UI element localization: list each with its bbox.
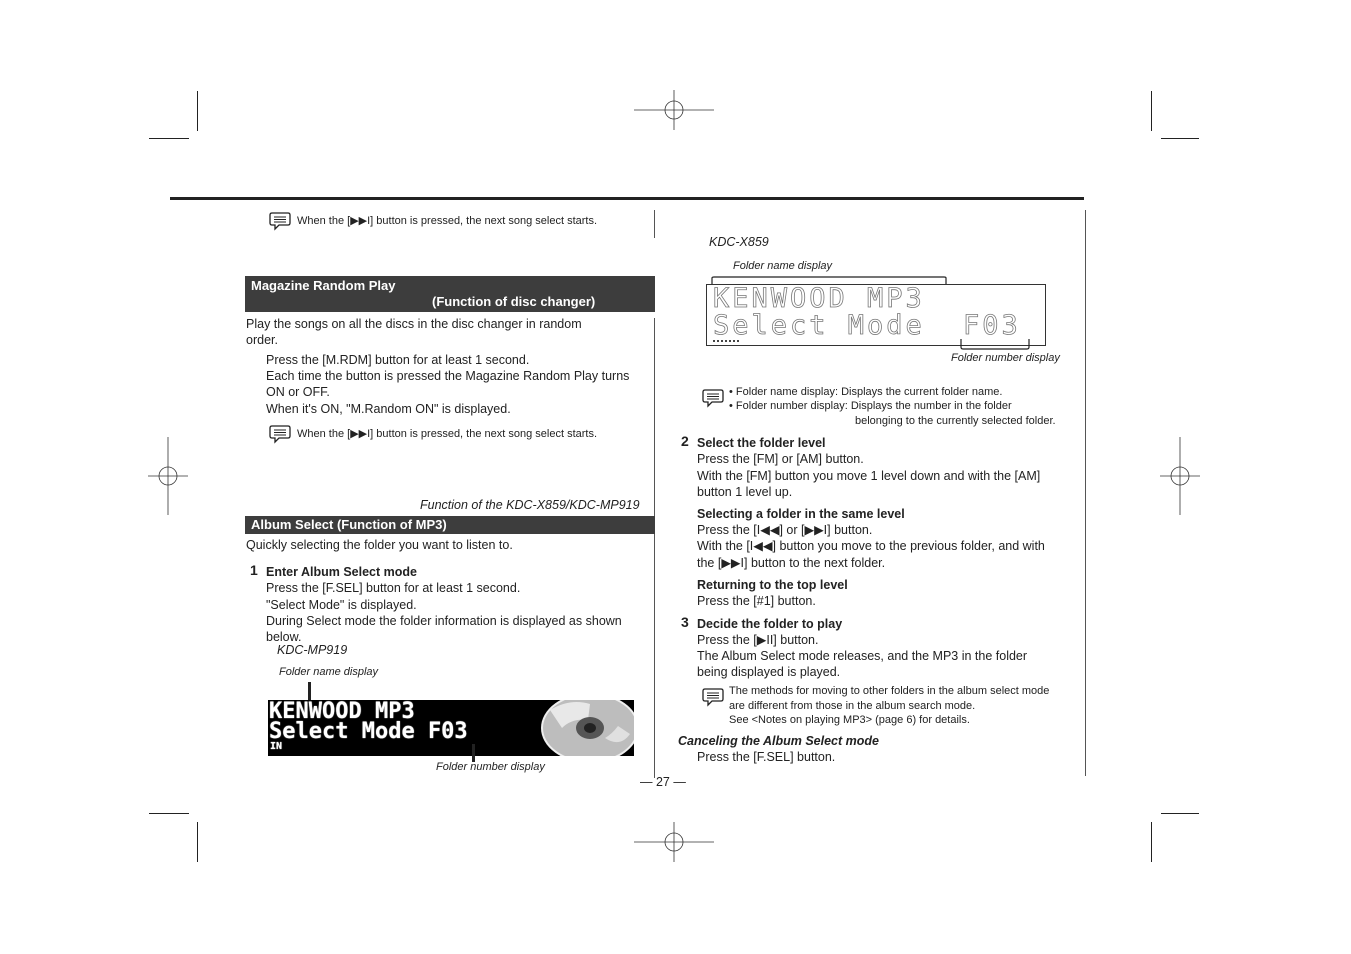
- magazine-note-text: When the [▶▶I] button is pressed, the next song select starts.: [297, 428, 598, 440]
- model-kdc-x859: KDC-X859: [709, 235, 769, 249]
- lcd-in-indicator: IN: [270, 741, 283, 752]
- step-3-line-2: The Album Select mode releases, and the MP3 in the folder: [697, 649, 1028, 663]
- step-2-title: Select the folder level: [697, 436, 826, 450]
- step-1-line-2: "Select Mode" is displayed.: [266, 598, 417, 612]
- top-note-text: When the [▶▶I] button is pressed, the next song select starts.: [297, 215, 598, 227]
- page-number: — 27 —: [640, 775, 686, 789]
- step-1-line-1: Press the [F.SEL] button for at least 1 second.: [266, 581, 521, 595]
- note-icon: [702, 388, 724, 408]
- disc-graphic: [510, 700, 634, 756]
- step-2-line-3: button 1 level up.: [697, 485, 793, 499]
- display-note-line-1: • Folder name display: Displays the current folder name.: [729, 386, 1003, 398]
- cancel-title: Canceling the Album Select mode: [678, 734, 879, 748]
- magazine-step-4: When it's ON, "M.Random ON" is displayed.: [266, 402, 511, 416]
- step-2-line-1: Press the [FM] or [AM] button.: [697, 452, 864, 466]
- registration-mark-left: [148, 437, 188, 515]
- step-2-line-2: With the [FM] button you move 1 level down and with the [AM]: [697, 469, 1041, 483]
- album-intro: Quickly selecting the folder you want to listen to.: [246, 538, 513, 552]
- x859-lcd-folder-number: F03: [963, 310, 1021, 341]
- same-level-line-3: the [▶▶I] button to the next folder.: [697, 556, 886, 570]
- top-level-line-1: Press the [#1] button.: [697, 594, 816, 608]
- step-1-line-3: During Select mode the folder information is displayed as shown: [266, 614, 622, 628]
- album-function-of: Function of the KDC-X859/KDC-MP919: [420, 498, 640, 512]
- same-level-line-1: Press the [I◀◀] or [▶▶I] button.: [697, 523, 873, 537]
- folder-number-display-label: Folder number display: [436, 761, 545, 773]
- magazine-intro-1: Play the songs on all the discs in the disc changer in random: [246, 317, 582, 331]
- lcd-line-1: KENWOOD MP3: [269, 700, 415, 724]
- display-note-line-2: • Folder number display: Displays the number in the folder: [729, 400, 1012, 412]
- lcd-display-mp919: [268, 700, 634, 756]
- step-1-line-4: below.: [266, 630, 302, 644]
- header-rule: [170, 197, 1084, 200]
- album-select-title: Album Select (Function of MP3): [251, 517, 447, 532]
- x859-folder-name-label: Folder name display: [733, 260, 833, 272]
- magazine-step-2: Each time the button is pressed the Magazine Random Play turns: [266, 369, 630, 383]
- magazine-random-title: Magazine Random Play: [251, 278, 396, 293]
- x859-folder-number-label: Folder number display: [951, 352, 1060, 364]
- magazine-random-subtitle: (Function of disc changer): [432, 294, 596, 309]
- magazine-intro-2: order.: [246, 333, 278, 347]
- note-icon: [702, 687, 724, 707]
- magazine-random-heading: [245, 276, 655, 312]
- column-divider-top: [654, 210, 655, 238]
- folder-name-display-label: Folder name display: [279, 666, 379, 678]
- x859-lcd-line-2: Select Mode: [713, 310, 925, 341]
- magazine-step-1: Press the [M.RDM] button for at least 1 second.: [266, 353, 530, 367]
- step-3-number: 3: [681, 614, 689, 630]
- display-note-line-3: belonging to the currently selected folder.: [855, 415, 1056, 427]
- step-3-title: Decide the folder to play: [697, 617, 843, 631]
- top-level-title: Returning to the top level: [697, 578, 848, 592]
- same-level-title: Selecting a folder in the same level: [697, 507, 905, 521]
- model-kdc-mp919: KDC-MP919: [277, 643, 348, 657]
- folder-number-bracket: [960, 338, 1030, 350]
- magazine-step-3: ON or OFF.: [266, 385, 330, 399]
- same-level-line-2: With the [I◀◀] button you move to the previous folder, and with: [697, 539, 1045, 553]
- right-margin-rule: [1085, 210, 1086, 776]
- lcd-display-x859: [706, 284, 1046, 346]
- note-icon: [269, 211, 291, 231]
- step-1-title: Enter Album Select mode: [266, 565, 417, 579]
- registration-mark-right: [1160, 437, 1200, 515]
- lcd-line-2: Select Mode F03: [269, 719, 468, 744]
- method-note-line-2: are different from those in the album search mode.: [729, 700, 976, 712]
- step-3-line-1: Press the [▶II] button.: [697, 633, 819, 647]
- cancel-line-1: Press the [F.SEL] button.: [697, 750, 836, 764]
- method-note-line-3: See <Notes on playing MP3> (page 6) for details.: [729, 714, 970, 726]
- registration-mark-top: [634, 90, 714, 130]
- folder-number-pointer: [472, 744, 475, 762]
- lcd-level-indicator: [713, 340, 739, 344]
- step-1-number: 1: [250, 562, 258, 578]
- album-select-heading: [245, 516, 655, 534]
- method-note-line-1: The methods for moving to other folders in the album select mode: [729, 685, 1050, 697]
- registration-mark-bottom: [634, 822, 714, 862]
- column-divider: [654, 318, 655, 778]
- x859-lcd-line-1: KENWOOD MP3: [713, 284, 925, 314]
- note-icon: [269, 424, 291, 444]
- step-3-line-3: being displayed is played.: [697, 665, 841, 679]
- step-2-number: 2: [681, 433, 689, 449]
